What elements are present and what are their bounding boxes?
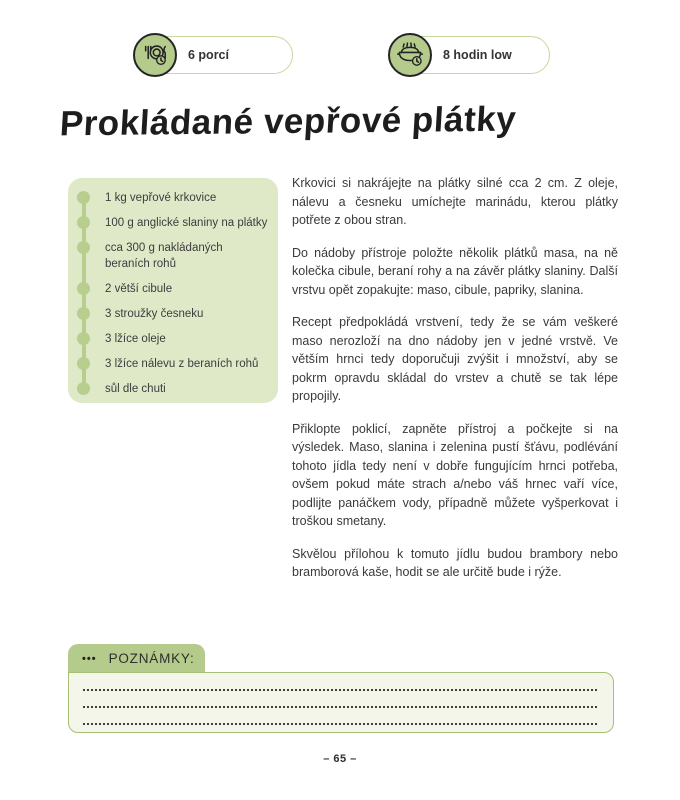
servings-badge [133,33,293,77]
instruction-paragraph: Do nádoby přístroje položte několik plátků masa, na ně kolečka cibule, beraní rohy a na závěr plátky slaniny. Další vrstvu opět zopakujte: maso, cibule, papriky, slanina. [292,245,618,297]
ingredient-text: 3 lžíce nálevu z beraních rohů [105,358,259,370]
notes-label: POZNÁMKY: [108,651,195,666]
servings-icon [138,38,172,72]
note-writing-line [83,708,597,725]
ellipsis-dots-icon: ••• [82,652,97,665]
instruction-paragraph: Recept předpokládá vrstvení, tedy že se vám veškeré maso nerozloží na dno nádoby jen v jedné vrstvě. Ve větším hrnci tedy doporučuji zvýšit i množství, aby se pokrm opravdu skládal do vrstev a chutě se tak lépe propojily. [292,315,618,403]
bullet-dot-icon [77,382,90,395]
ingredient-text: 2 větší cibule [105,283,173,295]
instruction-paragraph: Přiklopte poklicí, zapněte přístroj a počkejte si na výsledek. Maso, slanina i zelenina pustí šťávu, podlévání tohoto jídla tedy není v dobře fungujícím hrnci potřeba, ovšem pokud máte strach a/nebo váš hrnec vaří více, podlijte panáčkem vody, případně můžete vyšperkovat i troškou smetany. [292,421,618,528]
recipe-title: Prokládané vepřové plátky [58,99,518,144]
page-number: – 65 – [323,753,357,765]
bullet-dot-icon [77,282,90,295]
ingredient-item [105,281,268,297]
cooking-time-label: 8 hodin low [443,48,512,62]
notes-tab [68,644,205,673]
bullet-dot-icon [77,191,90,204]
ingredient-item [105,240,268,272]
bullet-dot-icon [77,332,90,345]
ingredient-item [105,190,268,206]
ingredient-item [105,215,268,231]
ingredient-text: 3 lžíce oleje [105,333,166,345]
ingredient-text: 100 g anglické slaniny na plátky [105,217,268,229]
note-writing-line [83,691,597,708]
ingredient-item [105,306,268,322]
ingredient-text: 3 stroužky česneku [105,308,204,320]
ingredient-item [105,356,268,372]
ingredients-panel [68,178,278,403]
instruction-paragraph: Krkovici si nakrájejte na plátky silné cca 2 cm. Z oleje, nálevu a česneku umíchejte marinádu, kterou plátky potřete z obou stran. [292,176,618,227]
ingredient-text: 1 kg vepřové krkovice [105,192,217,204]
slow-cooker-icon-circle [388,33,432,77]
ingredient-item [105,381,268,397]
bullet-dot-icon [77,216,90,229]
note-writing-line [83,674,597,691]
servings-label: 6 porcí [188,48,229,62]
ingredient-item [105,331,268,347]
bullet-dot-icon [77,241,90,254]
servings-icon-circle [133,33,177,77]
bullet-dot-icon [77,357,90,370]
bullet-dot-icon [77,307,90,320]
ingredients-list [105,190,268,397]
slow-cooker-icon [393,38,427,72]
instruction-paragraph: Skvělou přílohou k tomuto jídlu budou brambory nebo bramborová kaše, hodit se ale určitě bude i rýže. [292,546,618,579]
notes-box [68,672,614,733]
ingredient-text: cca 300 g nakládaných beraních rohů [105,242,223,270]
instructions-text [292,174,618,596]
cooking-time-badge [388,33,550,77]
ingredient-text: sůl dle chuti [105,383,166,395]
